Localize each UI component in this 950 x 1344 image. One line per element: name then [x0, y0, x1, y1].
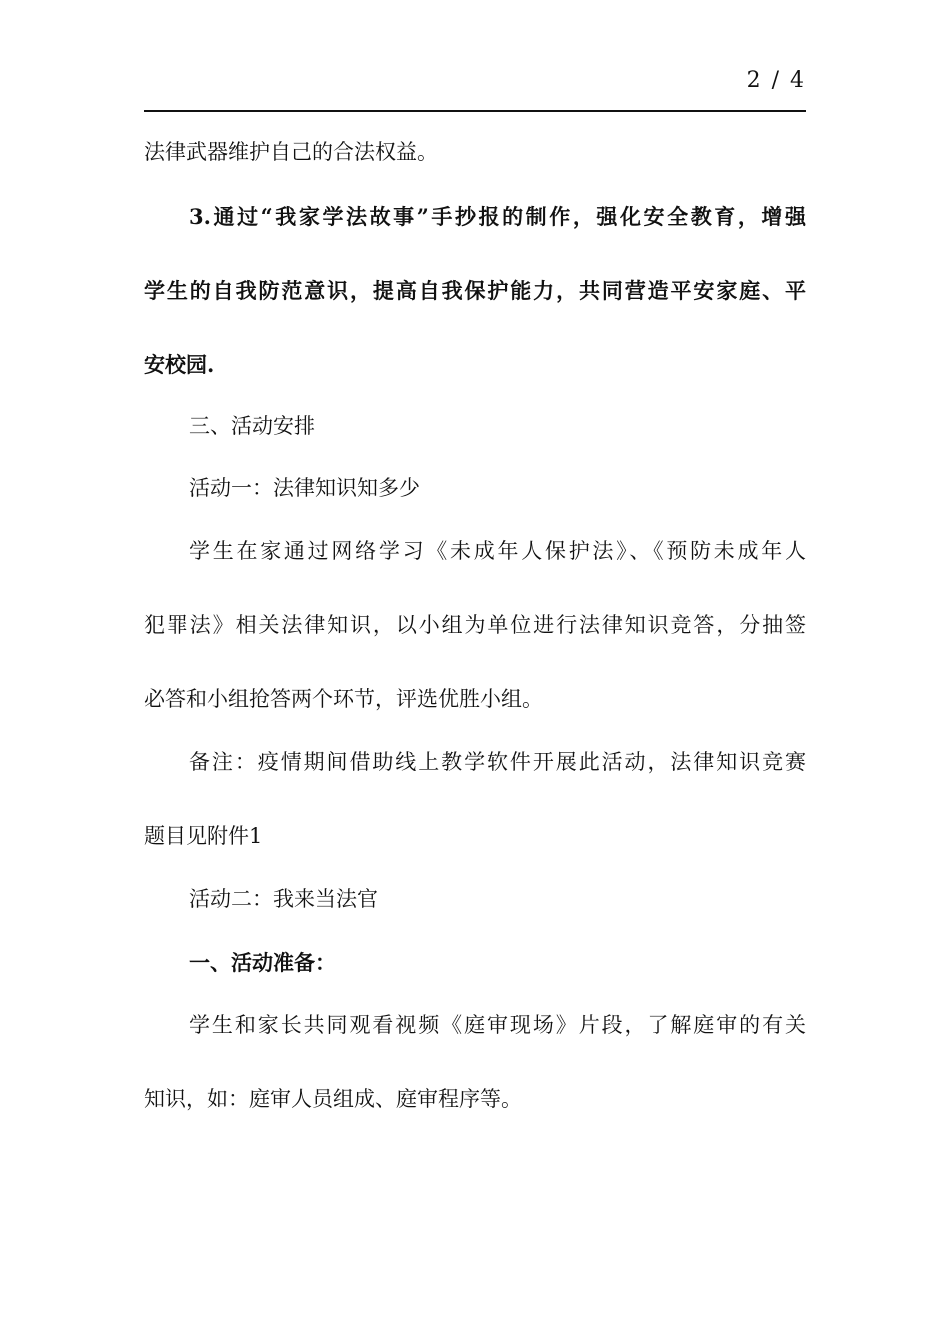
paragraph-line: 学生和家长共同观看视频《庭审现场》片段，了解庭审的有关 — [189, 1013, 806, 1037]
paragraph-line: 安校园. — [144, 352, 215, 377]
paragraph-line: 必答和小组抢答两个环节，评选优胜小组。 — [144, 687, 543, 711]
paragraph-line: 3.通过“我家学法故事”手抄报的制作，强化安全教育，增强 — [189, 204, 806, 229]
paragraph-line: 学生的自我防范意识，提高自我保护能力，共同营造平安家庭、平 — [144, 278, 806, 303]
page-number: 2 / 4 — [746, 68, 806, 93]
paragraph-line: 犯罪法》相关法律知识，以小组为单位进行法律知识竞答，分抽签 — [144, 613, 806, 637]
paragraph-line: 学生在家通过网络学习《未成年人保护法》、《预防未成年人 — [189, 539, 806, 563]
section-heading: 三、活动安排 — [189, 414, 315, 438]
paragraph-line: 法律武器维护自己的合法权益。 — [144, 140, 438, 164]
subsection-heading: 一、活动准备： — [189, 950, 336, 975]
note-line: 备注：疫情期间借助线上教学软件开展此活动，法律知识竞赛 — [189, 750, 806, 774]
note-line: 题目见附件1 — [144, 824, 263, 848]
activity-heading: 活动一：法律知识知多少 — [189, 476, 420, 500]
activity-heading: 活动二：我来当法官 — [189, 887, 378, 911]
header-rule — [144, 110, 806, 112]
paragraph-line: 知识，如：庭审人员组成、庭审程序等。 — [144, 1087, 522, 1111]
